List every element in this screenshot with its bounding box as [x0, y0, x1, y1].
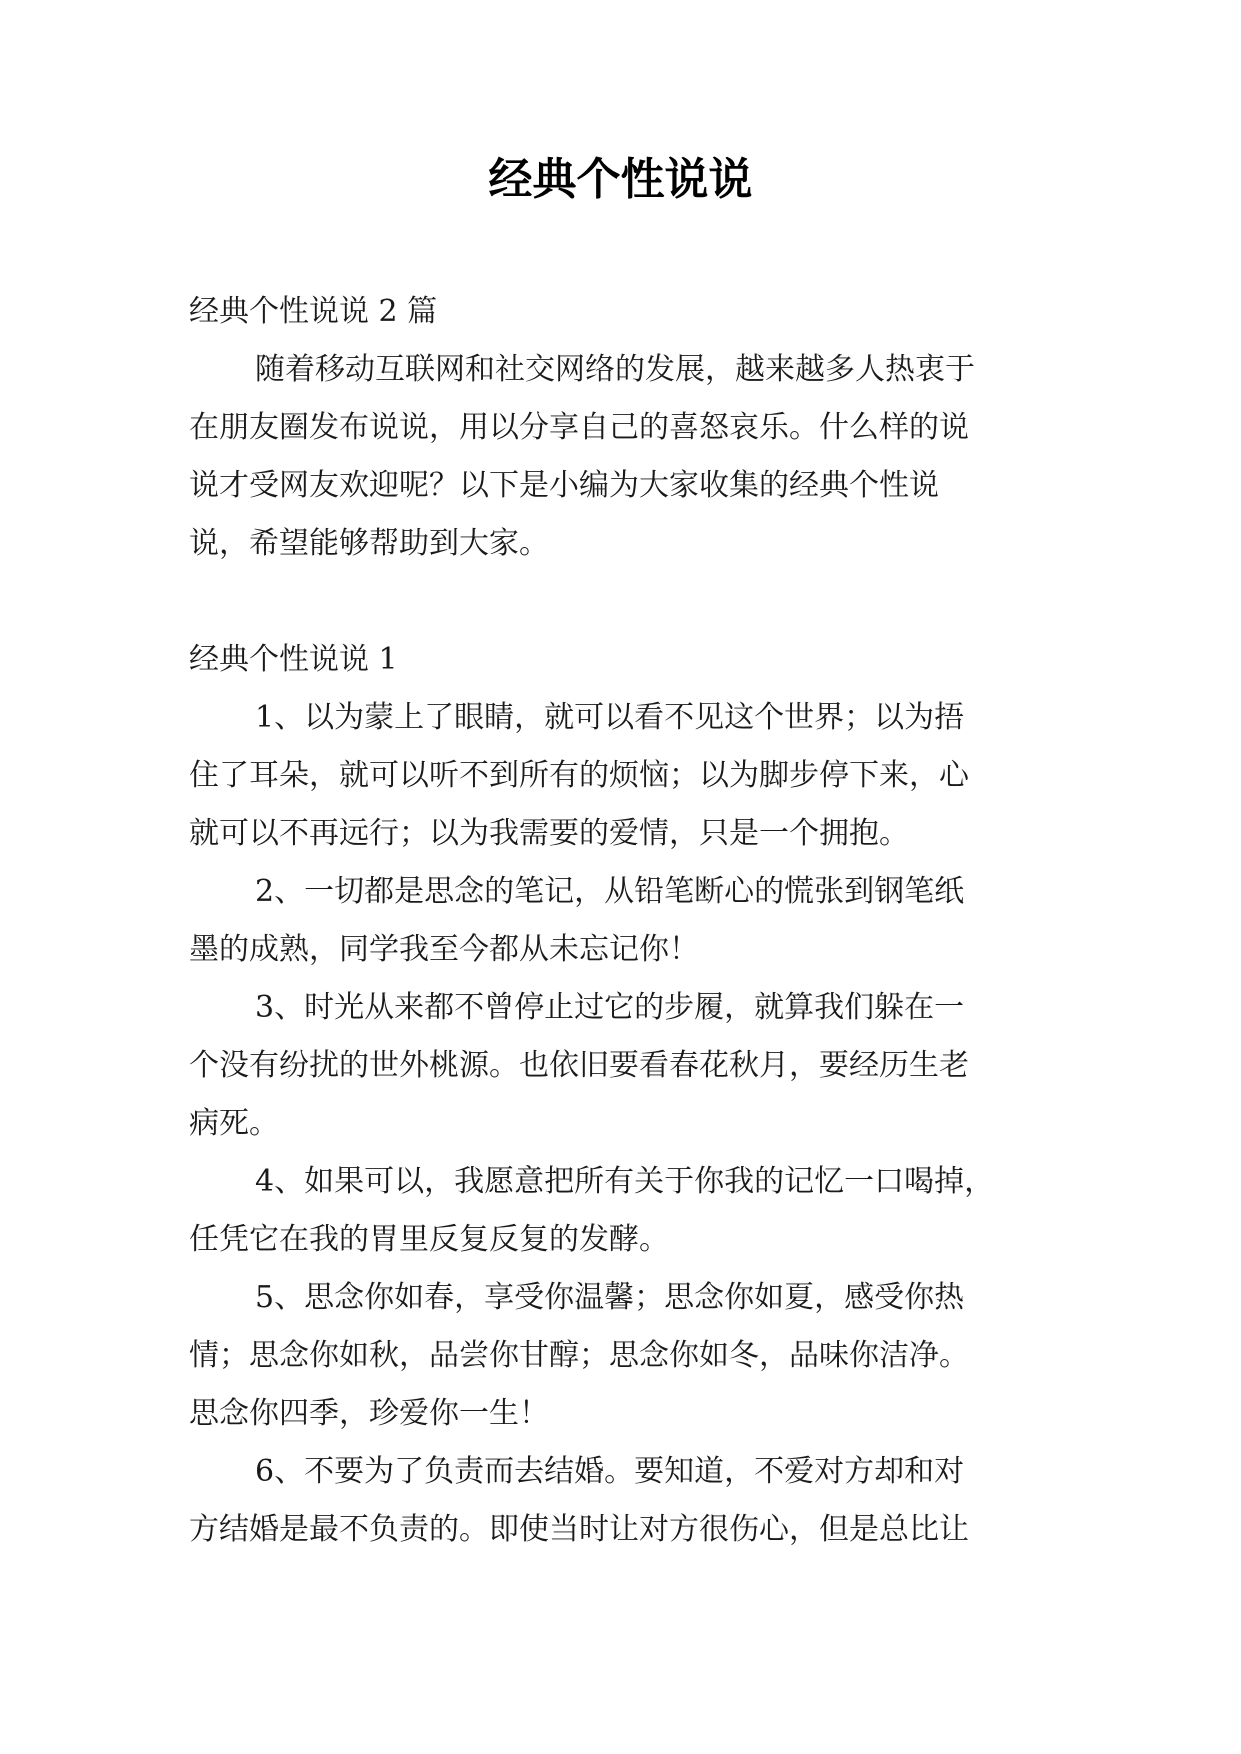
paragraph-line: 个没有纷扰的世外桃源。也依旧要看春花秋月，要经历生老	[189, 1048, 969, 1083]
paragraph-line: 5、思念你如春，享受你温馨；思念你如夏，感受你热	[255, 1280, 965, 1315]
list-item-3	[189, 979, 1055, 1153]
paragraph-line: 情；思念你如秋，品尝你甘醇；思念你如冬，品味你洁净。	[189, 1338, 969, 1373]
paragraph-line: 1、以为蒙上了眼睛，就可以看不见这个世界；以为捂	[255, 700, 965, 735]
intro-line: 说才受网友欢迎呢？以下是小编为大家收集的经典个性说	[189, 468, 939, 503]
list-item-4	[189, 1153, 1055, 1269]
paragraph-line: 4、如果可以，我愿意把所有关于你我的记忆一口喝掉，	[255, 1164, 995, 1199]
paragraph-line: 就可以不再远行；以为我需要的爱情，只是一个拥抱。	[189, 816, 909, 851]
paragraph-line: 2、一切都是思念的笔记，从铅笔断心的慌张到钢笔纸	[255, 874, 965, 909]
document-body	[189, 283, 1055, 1559]
paragraph-line: 任凭它在我的胃里反复反复的发酵。	[189, 1222, 669, 1257]
section-spacer	[189, 573, 1055, 631]
list-item-2	[189, 863, 1055, 979]
intro-line: 在朋友圈发布说说，用以分享自己的喜怒哀乐。什么样的说	[189, 410, 969, 445]
paragraph-line: 思念你四季，珍爱你一生！	[189, 1396, 549, 1431]
list-item-6	[189, 1443, 1055, 1559]
section-heading: 经典个性说说 1	[189, 642, 398, 677]
paragraph-line: 6、不要为了负责而去结婚。要知道，不爱对方却和对	[255, 1454, 965, 1489]
paragraph-line: 病死。	[189, 1106, 279, 1141]
intro-paragraph	[189, 341, 1055, 573]
list-item-1	[189, 689, 1055, 863]
paragraph-line: 3、时光从来都不曾停止过它的步履，就算我们躲在一	[255, 990, 965, 1025]
intro-heading: 经典个性说说 2 篇	[189, 294, 438, 329]
intro-line: 说，希望能够帮助到大家。	[189, 526, 549, 561]
list-item-5	[189, 1269, 1055, 1443]
paragraph-line: 墨的成熟，同学我至今都从未忘记你！	[189, 932, 699, 967]
paragraph-line: 住了耳朵，就可以听不到所有的烦恼；以为脚步停下来，心	[189, 758, 969, 793]
paragraph-line: 方结婚是最不负责的。即使当时让对方很伤心，但是总比让	[189, 1512, 969, 1547]
document-title: 经典个性说说	[488, 154, 753, 205]
intro-line: 随着移动互联网和社交网络的发展，越来越多人热衷于	[255, 352, 975, 387]
